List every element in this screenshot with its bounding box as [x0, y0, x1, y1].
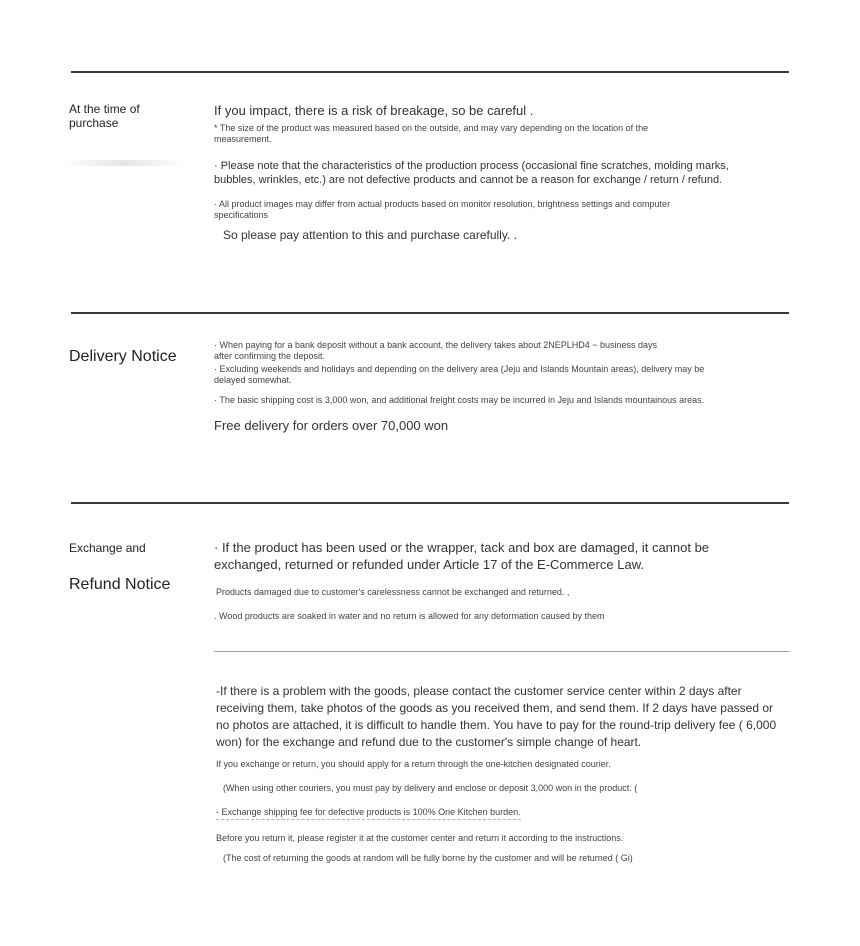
- purchase-image-note: · All product images may differ from actual products based on monitor resolution, brightness settings and computer specifications: [214, 199, 671, 220]
- purchase-caution-text: If you impact, there is a risk of breakage, so be careful .: [214, 103, 534, 118]
- divider-middle: [71, 312, 789, 314]
- divider-exchange-inner: [214, 651, 789, 652]
- exchange-section-label-bottom: Refund Notice: [69, 576, 171, 593]
- delivery-free-shipping: Free delivery for orders over 70,000 won: [214, 418, 449, 433]
- exchange-carelessness-note: Products damaged due to customer's carelessness cannot be exchanged and returned. ,: [216, 587, 570, 597]
- purchase-production-note: · Please note that the characteristics of the production process (occasional fine scratches, molding marks, bubbles, wrinkles, etc.) are not defective products and cannot be a reason for exchange / return / refund.: [214, 160, 729, 186]
- exchange-other-courier-note: (When using other couriers, you must pay by delivery and enclose or deposit 3,000 won in the product. (: [223, 783, 638, 793]
- delivery-shipping-cost: · The basic shipping cost is 3,000 won, and additional freight costs may be incurred in Jeju and Islands mountainous areas.: [214, 395, 705, 405]
- exchange-section-label-top: Exchange and: [69, 541, 146, 555]
- exchange-return-cost-note: (The cost of returning the goods at random will be fully borne by the customer and will be returned ( Gi): [223, 853, 633, 863]
- delivery-bank-note: · When paying for a bank deposit without a bank account, the delivery takes about 2NEPLHD4 ~ business days after confirming the deposit.: [214, 340, 658, 361]
- delivery-weekend-note: · Excluding weekends and holidays and depending on the delivery area (Jeju and Islands Mountain areas), delivery may be delayed somewhat.: [214, 364, 705, 385]
- exchange-courier-note: If you exchange or return, you should apply for a return through the one-kitchen designated courier.: [216, 759, 611, 769]
- divider-top: [71, 71, 789, 73]
- purchase-section-label: At the time of purchase: [69, 102, 140, 130]
- divider-lower: [71, 502, 789, 504]
- exchange-wood-note: . Wood products are soaked in water and no return is allowed for any deformation caused by them: [214, 611, 605, 621]
- delivery-section-label: Delivery Notice: [69, 348, 177, 365]
- exchange-register-note: Before you return it, please register it at the customer center and return it according to the instructions.: [216, 833, 624, 843]
- purchase-size-note: * The size of the product was measured based on the outside, and may vary depending on the location of the measurement.: [214, 123, 649, 144]
- faded-mark: [64, 160, 184, 166]
- exchange-defective-fee-note: - Exchange shipping fee for defective products is 100% One Kitchen burden.: [216, 807, 521, 820]
- exchange-problem-paragraph: -If there is a problem with the goods, please contact the customer service center within 2 days after receiving them, take photos of the goods as you received them, and send them. If 2 days have passed or no photos are attached, it is difficult to handle them. You have to pay for the round-trip delivery fee ( 6,000 won) for the exchange and refund due to the customer's simple change of heart.: [216, 684, 777, 749]
- purchase-attention-text: So please pay attention to this and purchase carefully. .: [223, 228, 517, 242]
- exchange-law-note: · If the product has been used or the wrapper, tack and box are damaged, it cannot be exchanged, returned or refunded under Article 17 of the E-Commerce Law.: [214, 540, 710, 572]
